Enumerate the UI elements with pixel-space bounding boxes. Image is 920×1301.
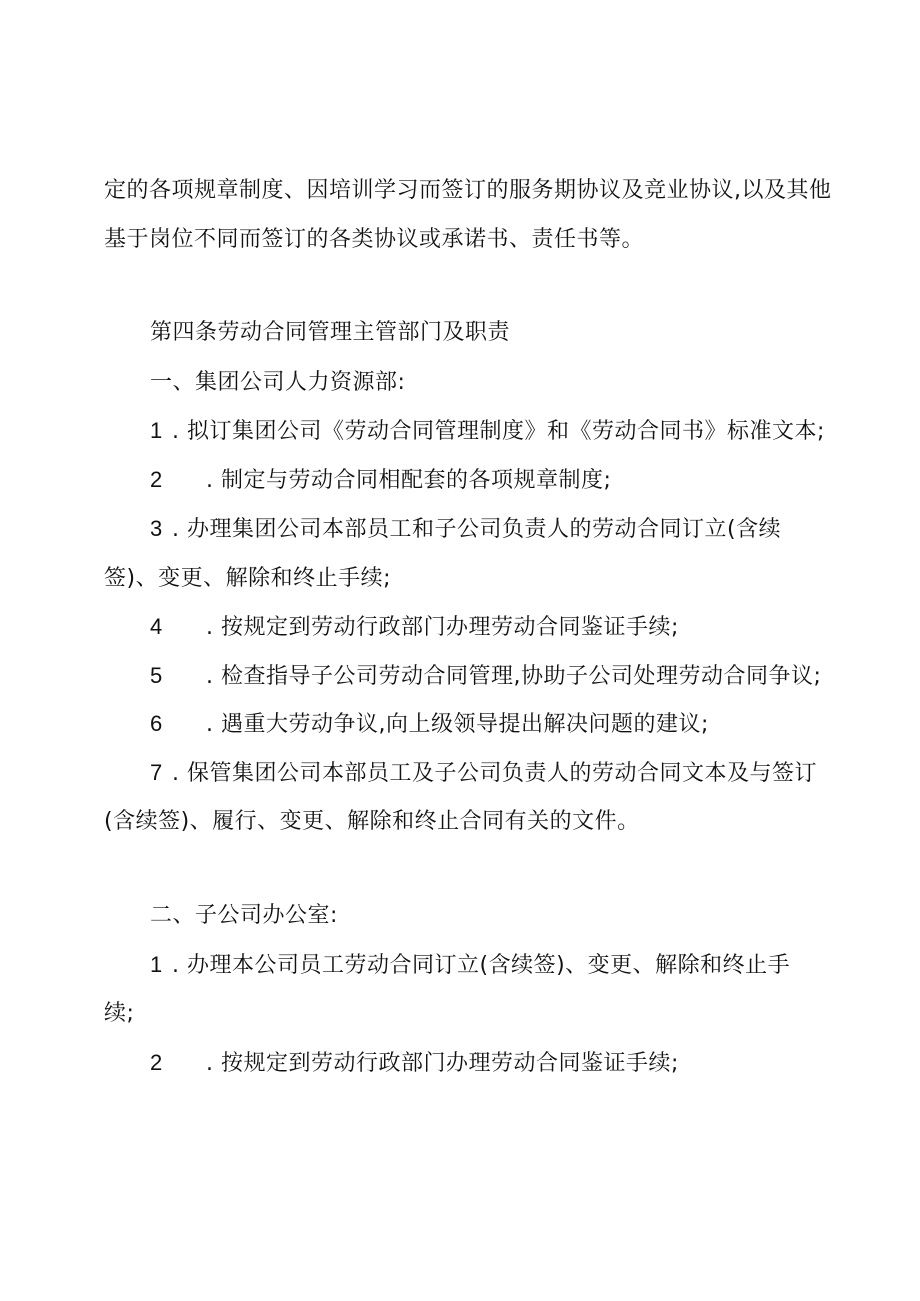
item-number: 1 <box>150 952 163 977</box>
item-number: 2 <box>150 1050 163 1075</box>
list-item <box>150 1048 679 1079</box>
item-text: . 遇重大劳动争议,向上级领导提出解决问题的建议; <box>206 712 709 737</box>
item-number: 5 <box>150 663 163 688</box>
article-4-title: 第四条劳动合同管理主管部门及职责 <box>150 320 511 345</box>
item-text: . 办理本公司员工劳动合同订立(含续签)、变更、解除和终止手 <box>172 953 791 978</box>
item-number: 6 <box>150 711 163 736</box>
list-item <box>150 416 825 447</box>
intro-line-1: 定的各项规章制度、因培训学习而签订的服务期协议及竞业协议,以及其他 <box>104 178 832 203</box>
item-text: . 办理集团公司本部员工和子公司负责人的劳动合同订立(含续 <box>172 517 782 542</box>
item-number: 4 <box>150 614 163 639</box>
item-number: 2 <box>150 467 163 492</box>
item-text: . 制定与劳动合同相配套的各项规章制度; <box>206 468 612 493</box>
item-text: . 按规定到劳动行政部门办理劳动合同鉴证手续; <box>206 615 679 640</box>
item-continuation: 签)、变更、解除和终止手续; <box>104 566 391 591</box>
list-item <box>150 758 817 789</box>
item-number: 3 <box>150 516 163 541</box>
item-continuation: 续; <box>104 1001 135 1026</box>
section-1-heading: 一、集团公司人力资源部: <box>150 370 406 395</box>
list-item <box>150 950 790 981</box>
list-item <box>150 661 821 692</box>
list-item <box>150 612 679 643</box>
item-text: . 按规定到劳动行政部门办理劳动合同鉴证手续; <box>206 1051 679 1076</box>
item-text: . 拟订集团公司《劳动合同管理制度》和《劳动合同书》标准文本; <box>172 419 825 444</box>
section-2-heading: 二、子公司办公室: <box>150 903 338 928</box>
list-item <box>150 514 781 545</box>
list-item <box>150 465 611 496</box>
intro-line-2: 基于岗位不同而签订的各类协议或承诺书、责任书等。 <box>104 227 645 252</box>
item-continuation: (含续签)、履行、变更、解除和终止合同有关的文件。 <box>104 809 640 834</box>
list-item <box>150 709 709 740</box>
item-number: 7 <box>150 760 163 785</box>
item-number: 1 <box>150 418 163 443</box>
item-text: . 保管集团公司本部员工及子公司负责人的劳动合同文本及与签订 <box>172 761 817 786</box>
item-text: . 检查指导子公司劳动合同管理,协助子公司处理劳动合同争议; <box>206 664 822 689</box>
